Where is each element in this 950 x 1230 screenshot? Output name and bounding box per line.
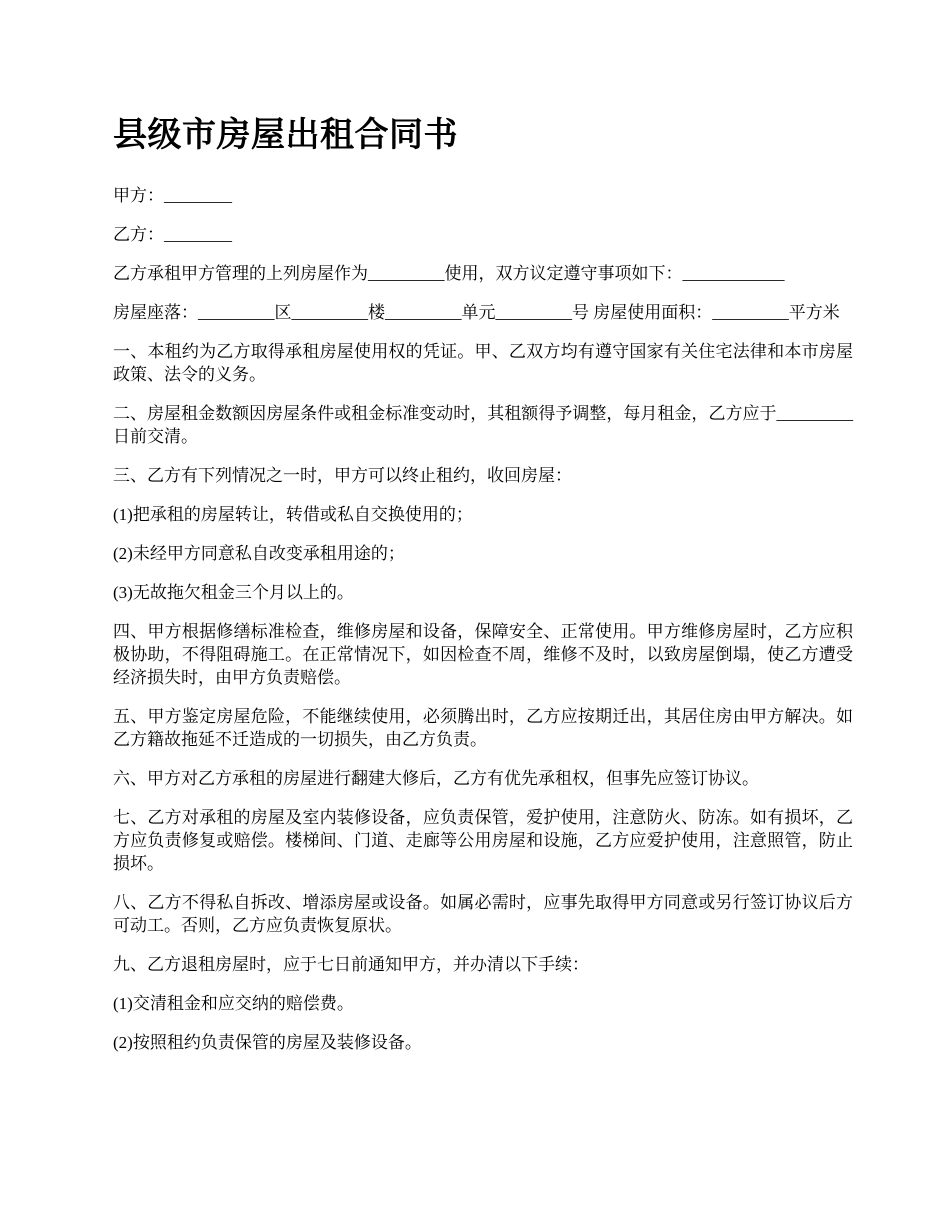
clause-2: 二、房屋租金数额因房屋条件或租金标准变动时，其租额得予调整，每月租金，乙方应于_________日前交清。 (113, 404, 853, 446)
document-title: 县级市房屋出租合同书 (113, 117, 458, 154)
clause-3: 三、乙方有下列情况之一时，甲方可以终止租约，收回房屋： (113, 466, 572, 485)
document-page (113, 112, 853, 1070)
clause-3-item-1: (1)把承租的房屋转让，转借或私自交换使用的； (113, 505, 473, 524)
clause-9: 九、乙方退租房屋时，应于七日前通知甲方，并办清以下手续： (113, 955, 589, 974)
clause-3-item-3: (3)无故拖欠租金三个月以上的。 (113, 583, 354, 602)
party-b-line: 乙方：________ (113, 225, 232, 244)
clause-7: 七、乙方对承租的房屋及室内装修设备，应负责保管，爱护使用，注意防火、防冻。如有损坏，乙方应负责修复或赔偿。楼梯间、门道、走廊等公用房屋和设施，乙方应爱护使用，注意照管，防止损坏。 (113, 808, 853, 873)
usage-clause: 乙方承租甲方管理的上列房屋作为_________使用，双方议定遵守事项如下：____________ (113, 264, 785, 283)
clause-1: 一、本租约为乙方取得承租房屋使用权的凭证。甲、乙双方均有遵守国家有关住宅法律和本市房屋政策、法令的义务。 (113, 342, 853, 384)
clause-9-item-2: (2)按照租约负责保管的房屋及装修设备。 (113, 1033, 422, 1052)
clause-8: 八、乙方不得私自拆改、增添房屋或设备。如属必需时，应事先取得甲方同意或另行签订协议后方可动工。否则，乙方应负责恢复原状。 (113, 893, 853, 935)
clause-6: 六、甲方对乙方承租的房屋进行翻建大修后，乙方有优先承租权，但事先应签订协议。 (113, 769, 759, 788)
clause-4: 四、甲方根据修缮标准检查，维修房屋和设备，保障安全、正常使用。甲方维修房屋时，乙方应积极协助，不得阻碍施工。在正常情况下，如因检查不周，维修不及时，以致房屋倒塌，使乙方遭受经济损失时，由甲方负责赔偿。 (113, 622, 853, 687)
property-location: 房屋座落：_________区_________楼_________单元_________号 房屋使用面积：_________平方米 (113, 303, 840, 322)
party-a-line: 甲方：________ (113, 186, 232, 205)
clause-9-item-1: (1)交清租金和应交纳的赔偿费。 (113, 994, 354, 1013)
clause-3-item-2: (2)未经甲方同意私自改变承租用途的； (113, 544, 405, 563)
clause-5: 五、甲方鉴定房屋危险，不能继续使用，必须腾出时，乙方应按期迁出，其居住房由甲方解决。如乙方籍故拖延不迁造成的一切损失，由乙方负责。 (113, 707, 853, 749)
